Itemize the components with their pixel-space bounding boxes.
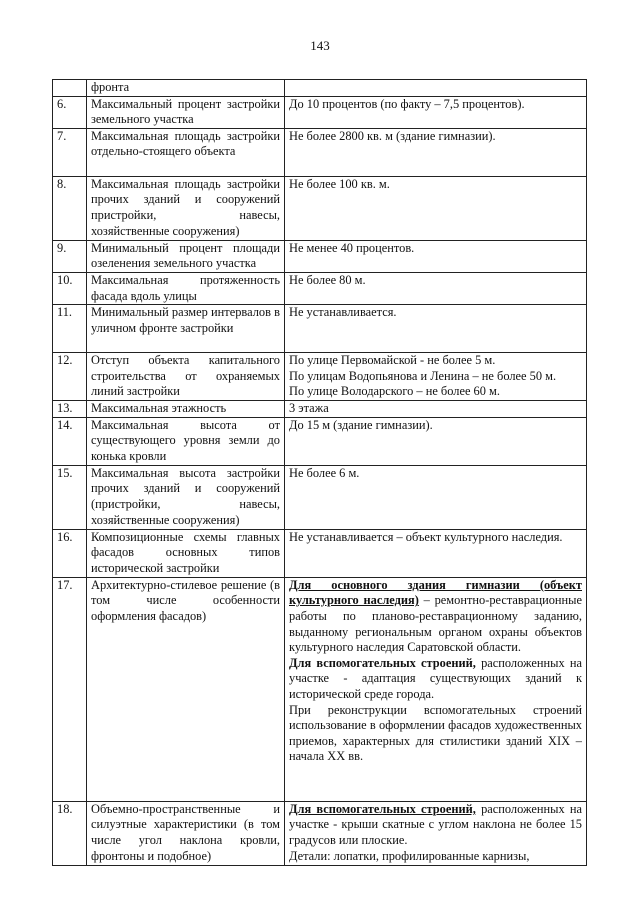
row-number: 12. (53, 353, 87, 401)
parameter-value (285, 353, 587, 401)
parameter-value: Не более 100 кв. м. (285, 176, 587, 240)
main-building-text: – ремонтно-реставрационные работы по планово-реставрационному заданию, выданному региональным органом охраны объектов культурного наследия Саратовской области. (289, 593, 582, 655)
parameter-name: Минимальный размер интервалов в уличном фронте застройки (87, 305, 285, 353)
auxiliary-buildings-heading: Для вспомогательных строений, (289, 655, 476, 670)
parameter-name: Максимальная площадь застройки отдельно-стоящего объекта (87, 128, 285, 176)
table-row (53, 305, 587, 353)
parameter-value: Не более 80 м. (285, 272, 587, 304)
row-number: 11. (53, 305, 87, 353)
table-row (53, 272, 587, 304)
table-row (53, 128, 587, 176)
parameter-value: Не устанавливается. (285, 305, 587, 353)
auxiliary-roof-heading: Для вспомогательных строений, (289, 801, 476, 816)
parameter-value: Не более 6 м. (285, 465, 587, 529)
parameter-value: До 15 м (здание гимназии). (285, 417, 587, 465)
setback-line: По улице Первомайской - не более 5 м. (289, 353, 496, 368)
regulation-table (52, 79, 587, 866)
auxiliary-buildings-text: расположенных на участке - адаптация существующих зданий к исторической среде города. (289, 655, 582, 701)
auxiliary-roof-paragraph (289, 802, 582, 849)
table-row (53, 417, 587, 465)
page-number: 143 (310, 38, 330, 53)
row-number (53, 80, 87, 97)
parameter-name: Максимальная высота застройки прочих зданий и сооружений (пристройки, навесы, хозяйственные сооружения) (87, 465, 285, 529)
table-row (53, 353, 587, 401)
table-row (53, 80, 587, 97)
row-number: 9. (53, 240, 87, 272)
parameter-value (285, 801, 587, 865)
parameter-name: фронта (87, 80, 285, 97)
auxiliary-roof-text: расположенных на участке - крыши скатные с углом наклона не более 15 градусов или плоские. (289, 801, 582, 847)
parameter-value (285, 577, 587, 801)
reconstruction-paragraph: При реконструкции вспомогательных строений использование в оформлении фасадов художественных приемов, характерных для стилистики зданий XIX – начала XX вв. (289, 702, 582, 764)
main-building-heading: Для основного здания гимназии (объект культурного наследия) (289, 577, 582, 608)
row-number: 18. (53, 801, 87, 865)
main-building-paragraph (289, 578, 582, 656)
table-row (53, 529, 587, 577)
parameter-name: Максимальная площадь застройки прочих зданий и сооружений пристройки, навесы, хозяйственные сооружения) (87, 176, 285, 240)
parameter-name: Объемно-пространственные и силуэтные характеристики (в том числе угол наклона кровли, фронтоны и подобное) (87, 801, 285, 865)
row-number: 7. (53, 128, 87, 176)
parameter-value: Не менее 40 процентов. (285, 240, 587, 272)
row-number: 16. (53, 529, 87, 577)
table-row (53, 465, 587, 529)
parameter-name: Максимальная этажность (87, 401, 285, 418)
details-paragraph: Детали: лопатки, профилированные карнизы, (289, 848, 530, 863)
parameter-value (285, 80, 587, 97)
setback-line: По улице Володарского – не более 60 м. (289, 384, 500, 399)
parameter-name: Архитектурно-стилевое решение (в том числе особенности оформления фасадов) (87, 577, 285, 801)
parameter-value: Не устанавливается – объект культурного наследия. (285, 529, 587, 577)
parameter-name: Максимальный процент застройки земельного участка (87, 96, 285, 128)
parameter-name: Максимальная протяженность фасада вдоль улицы (87, 272, 285, 304)
table-row (53, 96, 587, 128)
parameter-name: Минимальный процент площади озеленения земельного участка (87, 240, 285, 272)
table-row (53, 240, 587, 272)
row-number: 15. (53, 465, 87, 529)
row-number: 17. (53, 577, 87, 801)
parameter-name: Отступ объекта капитального строительства от охраняемых линий застройки (87, 353, 285, 401)
parameter-name: Композиционные схемы главных фасадов основных типов исторической застройки (87, 529, 285, 577)
row-number: 14. (53, 417, 87, 465)
setback-line: По улицам Водопьянова и Ленина – не более 50 м. (289, 368, 557, 383)
parameter-name: Максимальная высота от существующего уровня земли до конька кровли (87, 417, 285, 465)
row-number: 13. (53, 401, 87, 418)
parameter-value: Не более 2800 кв. м (здание гимназии). (285, 128, 587, 176)
table-row (53, 577, 587, 801)
parameter-value: До 10 процентов (по факту – 7,5 процентов). (285, 96, 587, 128)
row-number: 6. (53, 96, 87, 128)
table-row (53, 401, 587, 418)
row-number: 10. (53, 272, 87, 304)
table-row (53, 176, 587, 240)
table-row (53, 801, 587, 865)
parameter-value: 3 этажа (285, 401, 587, 418)
auxiliary-buildings-paragraph (289, 656, 582, 703)
row-number: 8. (53, 176, 87, 240)
